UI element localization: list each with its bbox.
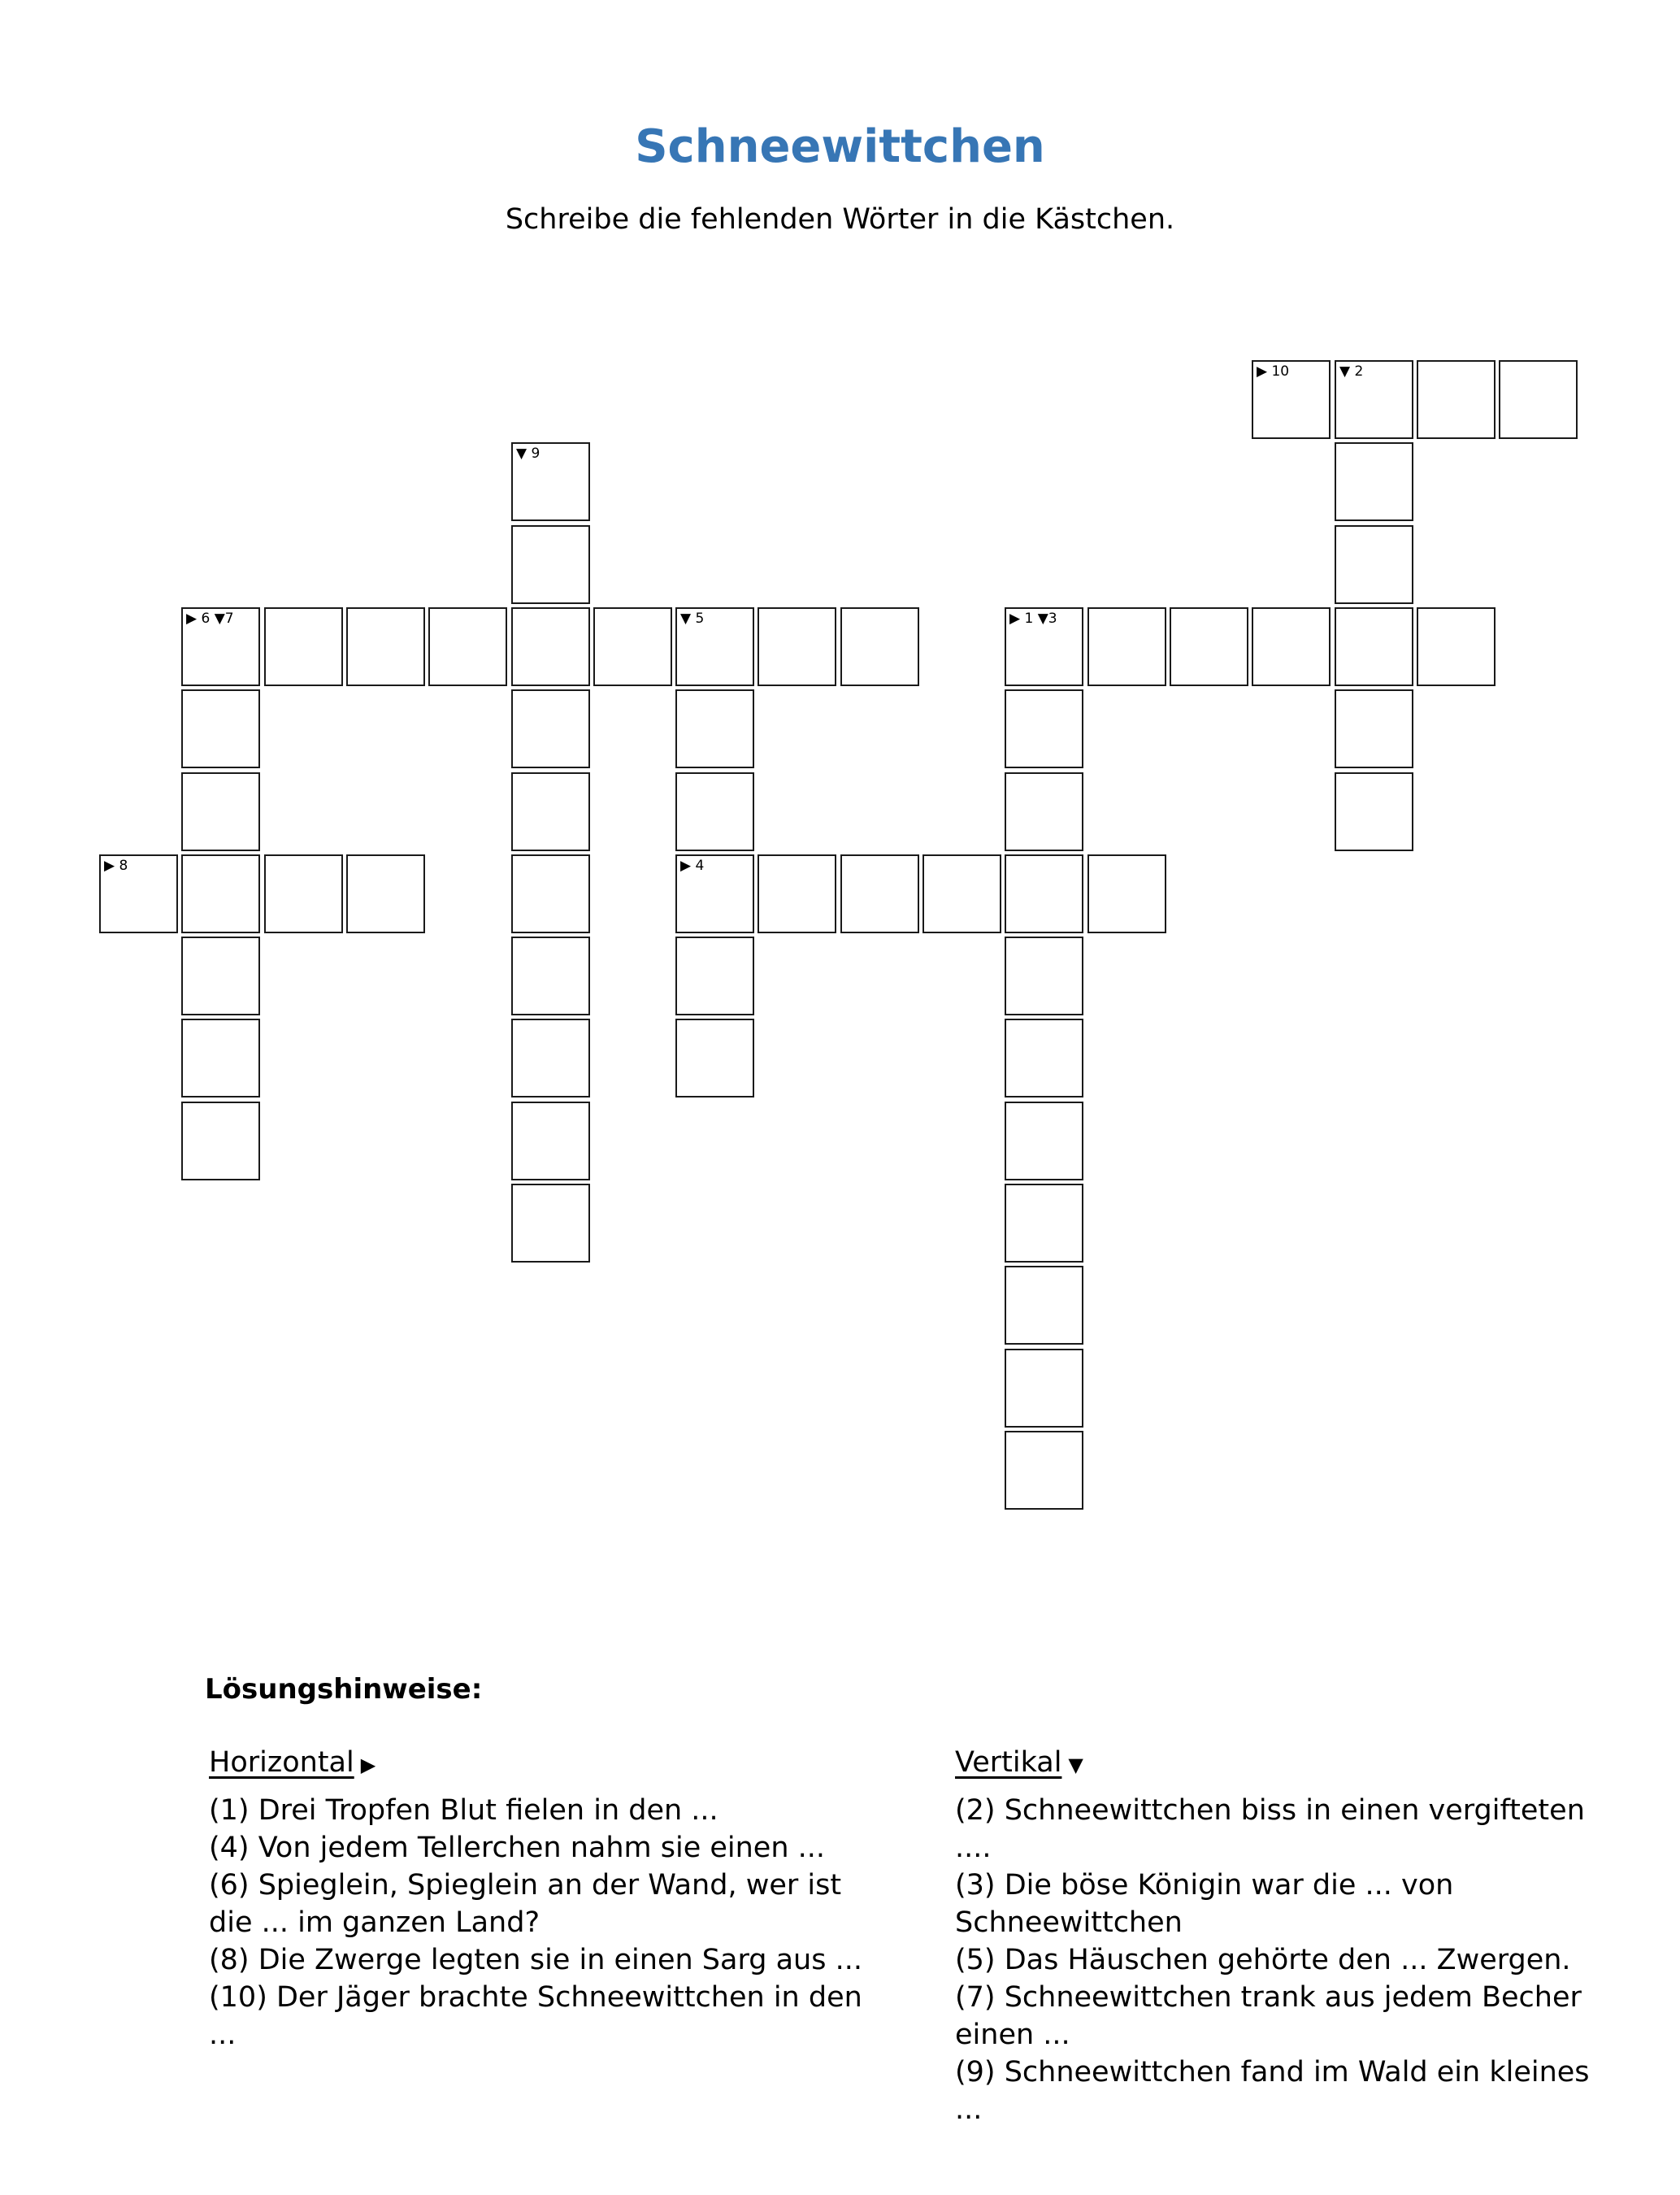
crossword-cell[interactable] xyxy=(511,937,590,1015)
instructions: Schreibe die fehlenden Wörter in die Kästchen. xyxy=(505,203,1175,236)
vertical-label: Vertikal xyxy=(955,1746,1062,1779)
crossword-cell[interactable] xyxy=(1005,689,1083,768)
crossword-cell[interactable] xyxy=(1417,607,1496,686)
crossword-cell[interactable] xyxy=(1170,607,1248,686)
crossword-cell[interactable] xyxy=(593,607,672,686)
clue-number: ▶ 8 xyxy=(104,858,128,874)
crossword-cell[interactable] xyxy=(1252,607,1331,686)
crossword-cell[interactable] xyxy=(181,937,260,1015)
vertical-clues xyxy=(955,1744,1597,2128)
clue-v-5: (5) Das Häuschen gehörte den ... Zwergen. xyxy=(955,1944,1571,1976)
clue-v-2: (2) Schneewittchen biss in einen vergifteten .... xyxy=(955,1794,1585,1864)
crossword-cell[interactable] xyxy=(1087,607,1166,686)
crossword-cell[interactable] xyxy=(1335,360,1413,439)
crossword-cell[interactable] xyxy=(840,607,919,686)
clue-number: ▼ 9 xyxy=(516,446,540,462)
crossword-cell[interactable] xyxy=(1005,854,1083,933)
clue-h-8: (8) Die Zwerge legten sie in einen Sarg aus ... xyxy=(209,1944,862,1976)
crossword-cell[interactable] xyxy=(1335,689,1413,768)
crossword-cell[interactable] xyxy=(346,854,425,933)
crossword-cell[interactable] xyxy=(181,1019,260,1098)
clue-h-4: (4) Von jedem Tellerchen nahm sie einen ... xyxy=(209,1832,826,1864)
crossword-cell[interactable] xyxy=(675,1019,754,1098)
crossword-cell[interactable] xyxy=(1005,1431,1083,1510)
crossword-cell[interactable] xyxy=(1005,1019,1083,1098)
crossword-cell[interactable] xyxy=(1005,1102,1083,1180)
crossword-cell[interactable] xyxy=(511,689,590,768)
horizontal-label: Horizontal xyxy=(209,1746,354,1779)
crossword-cell[interactable] xyxy=(758,854,836,933)
vertical-heading xyxy=(955,1744,1597,1784)
crossword-cell[interactable] xyxy=(1005,772,1083,851)
crossword-cell[interactable] xyxy=(1005,1349,1083,1428)
crossword-cell[interactable] xyxy=(675,772,754,851)
crossword-cell[interactable] xyxy=(675,937,754,1015)
crossword-cell[interactable] xyxy=(264,607,343,686)
crossword-cell[interactable] xyxy=(1005,937,1083,1015)
crossword-cell[interactable] xyxy=(675,854,754,933)
crossword-cell[interactable] xyxy=(922,854,1001,933)
clue-number: ▶ 1 ▼3 xyxy=(1009,611,1057,627)
crossword-cell[interactable] xyxy=(675,607,754,686)
crossword-cell[interactable] xyxy=(1499,360,1578,439)
crossword-cell[interactable] xyxy=(1087,854,1166,933)
crossword-cell[interactable] xyxy=(511,1184,590,1263)
horizontal-heading xyxy=(209,1744,875,1784)
crossword-cell[interactable] xyxy=(511,854,590,933)
crossword-cell[interactable] xyxy=(346,607,425,686)
crossword-cell[interactable] xyxy=(1252,360,1331,439)
clue-number: ▶ 4 xyxy=(680,858,705,874)
crossword-cell[interactable] xyxy=(511,525,590,604)
right-arrow-icon: ▶ xyxy=(360,1754,376,1776)
clue-h-10: (10) Der Jäger brachte Schneewittchen in den ... xyxy=(209,1981,862,2051)
crossword-cell[interactable] xyxy=(1335,442,1413,521)
crossword-cell[interactable] xyxy=(675,689,754,768)
crossword-cell[interactable] xyxy=(1335,772,1413,851)
crossword-cell[interactable] xyxy=(181,772,260,851)
crossword-cell[interactable] xyxy=(511,1102,590,1180)
crossword-cell[interactable] xyxy=(511,1019,590,1098)
clue-h-6: (6) Spieglein, Spieglein an der Wand, wer ist die ... im ganzen Land? xyxy=(209,1869,842,1939)
clue-h-1: (1) Drei Tropfen Blut fielen in den ... xyxy=(209,1794,718,1827)
crossword-cell[interactable] xyxy=(511,442,590,521)
crossword-cell[interactable] xyxy=(1335,607,1413,686)
horizontal-clues xyxy=(209,1744,875,2054)
clue-v-7: (7) Schneewittchen trank aus jedem Becher einen ... xyxy=(955,1981,1582,2051)
crossword-cell[interactable] xyxy=(181,607,260,686)
crossword-cell[interactable] xyxy=(1335,525,1413,604)
crossword-cell[interactable] xyxy=(181,689,260,768)
solutions-heading: Lösungshinweise: xyxy=(205,1673,483,1706)
clue-number: ▼ 2 xyxy=(1339,363,1364,380)
clue-v-3: (3) Die böse Königin war die ... von Schneewittchen xyxy=(955,1869,1454,1939)
clue-v-9: (9) Schneewittchen fand im Wald ein kleines ... xyxy=(955,2056,1590,2126)
crossword-cell[interactable] xyxy=(511,607,590,686)
clue-number: ▶ 6 ▼7 xyxy=(186,611,234,627)
crossword-cell[interactable] xyxy=(511,772,590,851)
crossword-cell[interactable] xyxy=(181,1102,260,1180)
crossword-cell[interactable] xyxy=(840,854,919,933)
crossword-cell[interactable] xyxy=(181,854,260,933)
clue-number: ▼ 5 xyxy=(680,611,705,627)
crossword-cell[interactable] xyxy=(99,854,178,933)
crossword-cell[interactable] xyxy=(1005,607,1083,686)
down-arrow-icon: ▼ xyxy=(1068,1754,1083,1776)
crossword-cell[interactable] xyxy=(264,854,343,933)
crossword-cell[interactable] xyxy=(1005,1266,1083,1345)
page-title: Schneewittchen xyxy=(635,120,1045,173)
crossword-cell[interactable] xyxy=(428,607,507,686)
crossword-cell[interactable] xyxy=(1005,1184,1083,1263)
crossword-cell[interactable] xyxy=(758,607,836,686)
clue-number: ▶ 10 xyxy=(1257,363,1290,380)
crossword-cell[interactable] xyxy=(1417,360,1496,439)
